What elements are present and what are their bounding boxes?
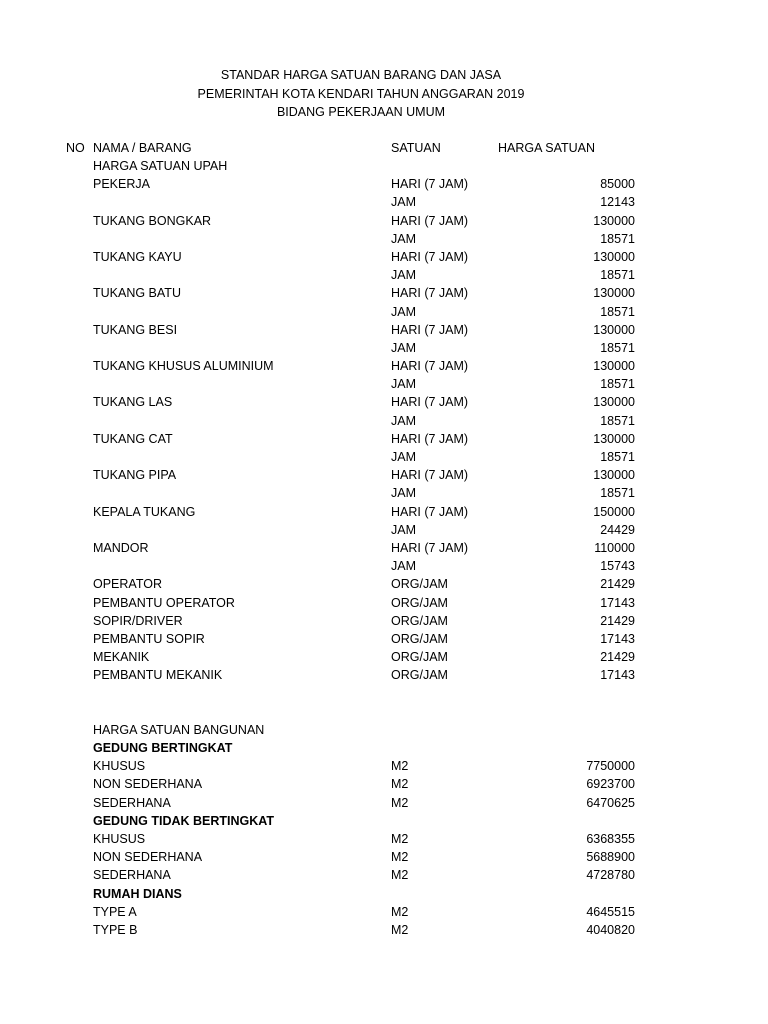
item-unit: HARI (7 JAM) [391, 213, 469, 228]
item-price: 21429 [600, 577, 635, 592]
item-price: 17143 [600, 668, 635, 683]
item-price: 18571 [600, 268, 635, 283]
item-name: TUKANG PIPA [93, 468, 177, 483]
item-price: 130000 [593, 213, 635, 228]
item-name: MEKANIK [93, 650, 150, 665]
item-name: TUKANG BATU [93, 286, 181, 301]
item-name: SOPIR/DRIVER [93, 613, 183, 628]
item-unit: ORG/JAM [391, 577, 448, 592]
item-price: 21429 [600, 650, 635, 665]
table-row [0, 230, 768, 248]
document-department: BIDANG PEKERJAAN UMUM [276, 105, 446, 119]
item-unit: M2 [391, 795, 409, 810]
item-unit: JAM [391, 195, 416, 210]
table-row [0, 885, 768, 903]
table-row [0, 284, 768, 302]
header-nama-barang: NAMA / BARANG [93, 141, 192, 155]
table-row [0, 794, 768, 812]
item-unit: ORG/JAM [391, 631, 448, 646]
item-price: 6368355 [586, 831, 635, 846]
table-row [0, 721, 768, 739]
table-row [0, 739, 768, 757]
table-row [0, 812, 768, 830]
item-price: 6470625 [586, 795, 635, 810]
table-row [0, 575, 768, 593]
item-name: TUKANG CAT [93, 431, 173, 446]
price-table [0, 157, 768, 939]
item-unit: M2 [391, 831, 409, 846]
item-unit: HARI (7 JAM) [391, 504, 469, 519]
document-subtitle: PEMERINTAH KOTA KENDARI TAHUN ANGGARAN 2019 [197, 87, 525, 101]
item-name: GEDUNG TIDAK BERTINGKAT [93, 813, 275, 828]
item-unit: HARI (7 JAM) [391, 249, 469, 264]
item-name: PEMBANTU MEKANIK [93, 668, 223, 683]
item-price: 18571 [600, 486, 635, 501]
item-unit: JAM [391, 450, 416, 464]
item-name: OPERATOR [93, 577, 162, 592]
item-name: KHUSUS [93, 759, 146, 774]
item-price: 7750000 [586, 759, 635, 774]
table-row [0, 557, 768, 575]
item-unit: JAM [391, 486, 416, 501]
item-price: 130000 [593, 286, 635, 301]
item-name: TUKANG KHUSUS ALUMINIUM [93, 359, 274, 374]
item-unit: HARI (7 JAM) [391, 359, 469, 374]
item-price: 17143 [600, 595, 635, 610]
table-header [0, 139, 768, 157]
table-row [0, 339, 768, 357]
table-row [0, 157, 768, 175]
item-name: TUKANG BONGKAR [93, 213, 212, 228]
table-row [0, 466, 768, 484]
item-unit: JAM [391, 231, 416, 246]
table-row [0, 212, 768, 230]
item-price: 21429 [600, 613, 635, 628]
item-name: TYPE B [93, 922, 138, 937]
header-harga-satuan: HARGA SATUAN [498, 141, 596, 155]
table-row [0, 648, 768, 666]
table-row [0, 666, 768, 684]
table-row [0, 193, 768, 211]
item-name: NON SEDERHANA [93, 850, 203, 865]
item-unit: HARI (7 JAM) [391, 431, 469, 446]
item-unit: JAM [391, 340, 416, 355]
item-unit: JAM [391, 268, 416, 283]
item-price: 4645515 [586, 904, 635, 919]
table-row [0, 321, 768, 339]
item-unit: M2 [391, 868, 409, 883]
item-name: PEMBANTU OPERATOR [93, 595, 235, 610]
table-row [0, 612, 768, 630]
table-row [0, 393, 768, 411]
item-unit: HARI (7 JAM) [391, 540, 469, 555]
item-price: 130000 [593, 249, 635, 264]
item-price: 130000 [593, 431, 635, 446]
item-name: HARGA SATUAN UPAH [93, 159, 228, 173]
item-price: 18571 [600, 377, 635, 392]
item-unit: JAM [391, 377, 416, 392]
item-unit: M2 [391, 904, 409, 919]
item-unit: ORG/JAM [391, 668, 448, 683]
item-price: 18571 [600, 450, 635, 464]
item-unit: ORG/JAM [391, 613, 448, 628]
table-row [0, 357, 768, 375]
table-row [0, 484, 768, 502]
item-unit: HARI (7 JAM) [391, 322, 469, 337]
item-price: 18571 [600, 413, 635, 428]
table-row [0, 539, 768, 557]
item-name: SEDERHANA [93, 868, 171, 883]
table-row [0, 521, 768, 539]
table-row [0, 757, 768, 775]
table-row [0, 448, 768, 466]
table-row [0, 375, 768, 393]
item-unit: M2 [391, 759, 409, 774]
item-price: 17143 [600, 631, 635, 646]
item-price: 130000 [593, 359, 635, 374]
table-row [0, 630, 768, 648]
item-name: KHUSUS [93, 831, 146, 846]
item-unit: ORG/JAM [391, 595, 448, 610]
item-price: 6923700 [586, 777, 635, 792]
item-name: TUKANG LAS [93, 395, 173, 410]
table-row [0, 775, 768, 793]
item-unit: JAM [391, 522, 416, 537]
item-unit: HARI (7 JAM) [391, 286, 469, 301]
item-name: SEDERHANA [93, 795, 171, 810]
item-name: HARGA SATUAN BANGUNAN [93, 722, 265, 737]
table-row [0, 848, 768, 866]
item-unit: HARI (7 JAM) [391, 177, 469, 192]
item-price: 110000 [594, 540, 635, 555]
item-name: TUKANG KAYU [93, 249, 182, 264]
item-price: 130000 [593, 468, 635, 483]
item-name: MANDOR [93, 540, 149, 555]
table-row [0, 266, 768, 284]
item-price: 15743 [600, 559, 635, 574]
item-price: 24429 [600, 522, 635, 537]
item-price: 85000 [600, 177, 635, 192]
table-row [0, 412, 768, 430]
item-name: KEPALA TUKANG [93, 504, 196, 519]
table-row [0, 248, 768, 266]
table-row [0, 303, 768, 321]
item-name: GEDUNG BERTINGKAT [93, 741, 233, 756]
item-name: TUKANG BESI [93, 322, 178, 337]
row-spacer [0, 684, 768, 720]
table-row [0, 503, 768, 521]
item-unit: JAM [391, 413, 416, 428]
table-row [0, 830, 768, 848]
document-title: STANDAR HARGA SATUAN BARANG DAN JASA [220, 68, 502, 82]
table-row [0, 175, 768, 193]
item-name: NON SEDERHANA [93, 777, 203, 792]
item-price: 130000 [593, 322, 635, 337]
table-row [0, 921, 768, 939]
item-price: 130000 [593, 395, 635, 410]
item-name: RUMAH DIANS [93, 886, 182, 901]
item-price: 5688900 [586, 850, 635, 865]
item-price: 150000 [593, 504, 635, 519]
header-no: NO [66, 141, 85, 155]
table-row [0, 903, 768, 921]
item-price: 18571 [600, 304, 635, 319]
item-unit: HARI (7 JAM) [391, 395, 469, 410]
item-unit: JAM [391, 559, 416, 574]
item-name: PEMBANTU SOPIR [93, 631, 205, 646]
item-unit: M2 [391, 777, 409, 792]
item-unit: JAM [391, 304, 416, 319]
item-unit: ORG/JAM [391, 650, 448, 665]
item-price: 18571 [600, 231, 635, 246]
item-unit: HARI (7 JAM) [391, 468, 469, 483]
table-row [0, 866, 768, 884]
item-price: 18571 [600, 340, 635, 355]
table-row [0, 594, 768, 612]
item-name: TYPE A [93, 904, 137, 919]
item-price: 4728780 [586, 868, 635, 883]
item-unit: M2 [391, 922, 409, 937]
item-unit: M2 [391, 850, 409, 865]
header-satuan: SATUAN [391, 141, 441, 155]
item-price: 12143 [600, 195, 635, 210]
item-name: PEKERJA [93, 177, 150, 192]
item-price: 4040820 [586, 922, 635, 937]
table-row [0, 430, 768, 448]
